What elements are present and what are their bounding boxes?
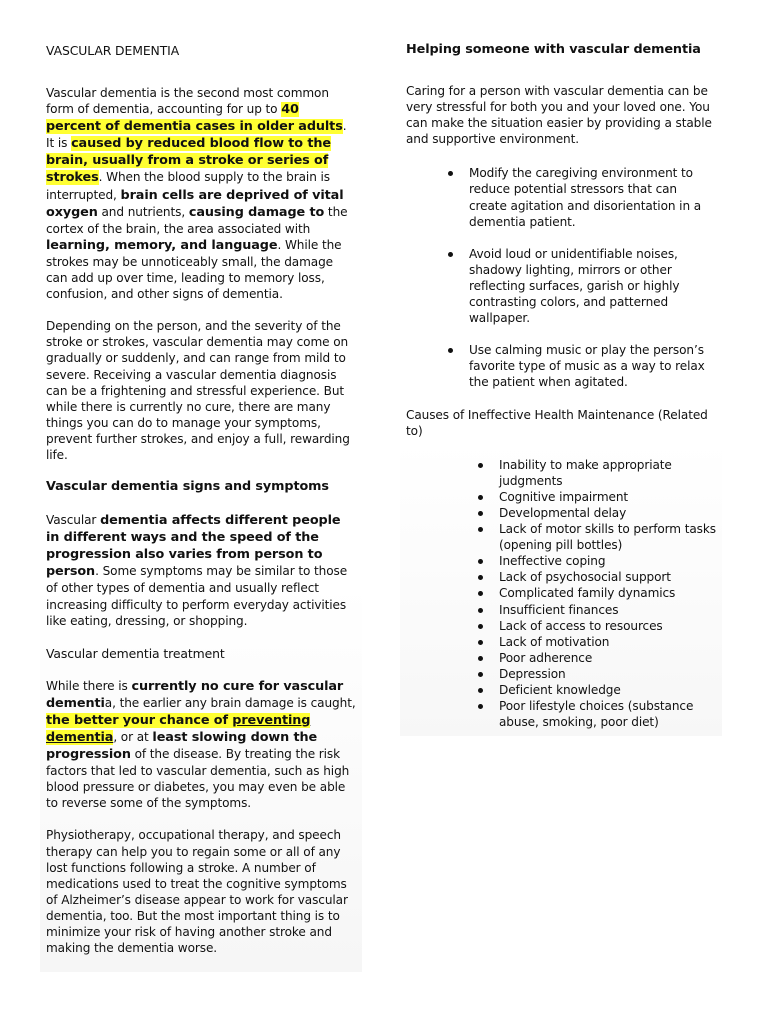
list-item: Poor lifestyle choices (substance abuse, smoking, poor diet) bbox=[406, 698, 716, 730]
document-title: VASCULAR DEMENTIA bbox=[46, 43, 180, 58]
treatment-paragraph: While there is currently no cure for vascular dementia, the earlier any brain damage is caught, the better your chance of preventing dementia, or at least slowing down the progression of the disease. By treating the risk factors that led to vascular dementia, such as high blood pressure or diabetes, you may even be able to reverse some of the symptoms. bbox=[46, 678, 356, 811]
causes-list bbox=[406, 457, 716, 731]
causes-heading: Causes of Ineffective Health Maintenance (Related to) bbox=[406, 407, 708, 438]
highlight-chance: the better your chance of bbox=[46, 712, 233, 728]
list-item: Depression bbox=[406, 666, 716, 682]
left-column bbox=[40, 0, 362, 972]
list-item: Lack of motivation bbox=[406, 634, 716, 650]
list-item: Poor adherence bbox=[406, 650, 716, 666]
helping-heading: Helping someone with vascular dementia bbox=[406, 42, 701, 57]
list-item: Lack of psychosocial support bbox=[406, 569, 716, 585]
list-item: Insufficient finances bbox=[406, 602, 716, 618]
list-item: Lack of motor skills to perform tasks (opening pill bottles) bbox=[406, 521, 716, 553]
signs-paragraph: Vascular dementia affects different people in different ways and the speed of the progression also varies from person to person. Some symptoms may be similar to those of other types of dementia and usually reflect increasing difficulty to perform everyday activities like eating, dressing, or shopping. bbox=[46, 513, 348, 628]
highlight-preventing: preventing dementia bbox=[46, 712, 311, 745]
highlight-percent: 40 percent of dementia cases in older adults bbox=[46, 102, 343, 135]
treatment-heading: Vascular dementia treatment bbox=[46, 645, 225, 661]
right-column bbox=[400, 0, 722, 736]
list-item: Use calming music or play the person’s favorite type of music as a way to relax the patient when agitated. bbox=[406, 342, 716, 390]
signs-heading: Vascular dementia signs and symptoms bbox=[46, 479, 329, 495]
intro-paragraph: Vascular dementia is the second most common form of dementia, accounting for up to 40 percent of dementia cases in older adults. It is caused by reduced blood flow to the brain, usually from a stroke or series of strokes. When the blood supply to the brain is interrupted, brain cells are deprived of vital oxygen and nutrients, causing damage to the cortex of the brain, the area associated with learning, memory, and language. While the strokes may be unnoticeably small, the damage can add up over time, leading to memory loss, confusion, and other signs of dementia. bbox=[46, 86, 348, 302]
severity-paragraph: Depending on the person, and the severity of the stroke or strokes, vascular dementia may come on gradually or suddenly, and can range from mild to severe. Receiving a vascular dementia diagnosis can be a frightening and stressful experience. But while there is currently no cure, there are many things you can do to manage your symptoms, prevent further strokes, and enjoy a full, rewarding life. bbox=[46, 319, 350, 462]
list-item: Complicated family dynamics bbox=[406, 585, 716, 601]
list-item: Avoid loud or unidentifiable noises, shadowy lighting, mirrors or other reflecting surfaces, garish or highly contrasting colors, and patterned wallpaper. bbox=[406, 246, 716, 326]
caregiving-list bbox=[406, 165, 716, 390]
highlight-cause: caused by reduced blood flow to the brain, usually from a stroke or series of strokes bbox=[46, 136, 331, 186]
list-item: Cognitive impairment bbox=[406, 489, 716, 505]
list-item: Ineffective coping bbox=[406, 553, 716, 569]
list-item: Deficient knowledge bbox=[406, 682, 716, 698]
helping-intro: Caring for a person with vascular dementia can be very stressful for both you and your loved one. You can make the situation easier by providing a stable and supportive environment. bbox=[406, 84, 712, 147]
list-item: Modify the caregiving environment to reduce potential stressors that can create agitation and disorientation in a dementia patient. bbox=[406, 165, 716, 229]
list-item: Lack of access to resources bbox=[406, 618, 716, 634]
list-item: Inability to make appropriate judgments bbox=[406, 457, 716, 489]
list-item: Developmental delay bbox=[406, 505, 716, 521]
therapy-paragraph: Physiotherapy, occupational therapy, and speech therapy can help you to regain some or all of any lost functions following a stroke. A number of medications used to treat the cognitive symptoms of Alzheimer’s disease appear to work for vascular dementia, too. But the most important thing is to minimize your risk of having another stroke and making the dementia worse. bbox=[46, 828, 348, 956]
